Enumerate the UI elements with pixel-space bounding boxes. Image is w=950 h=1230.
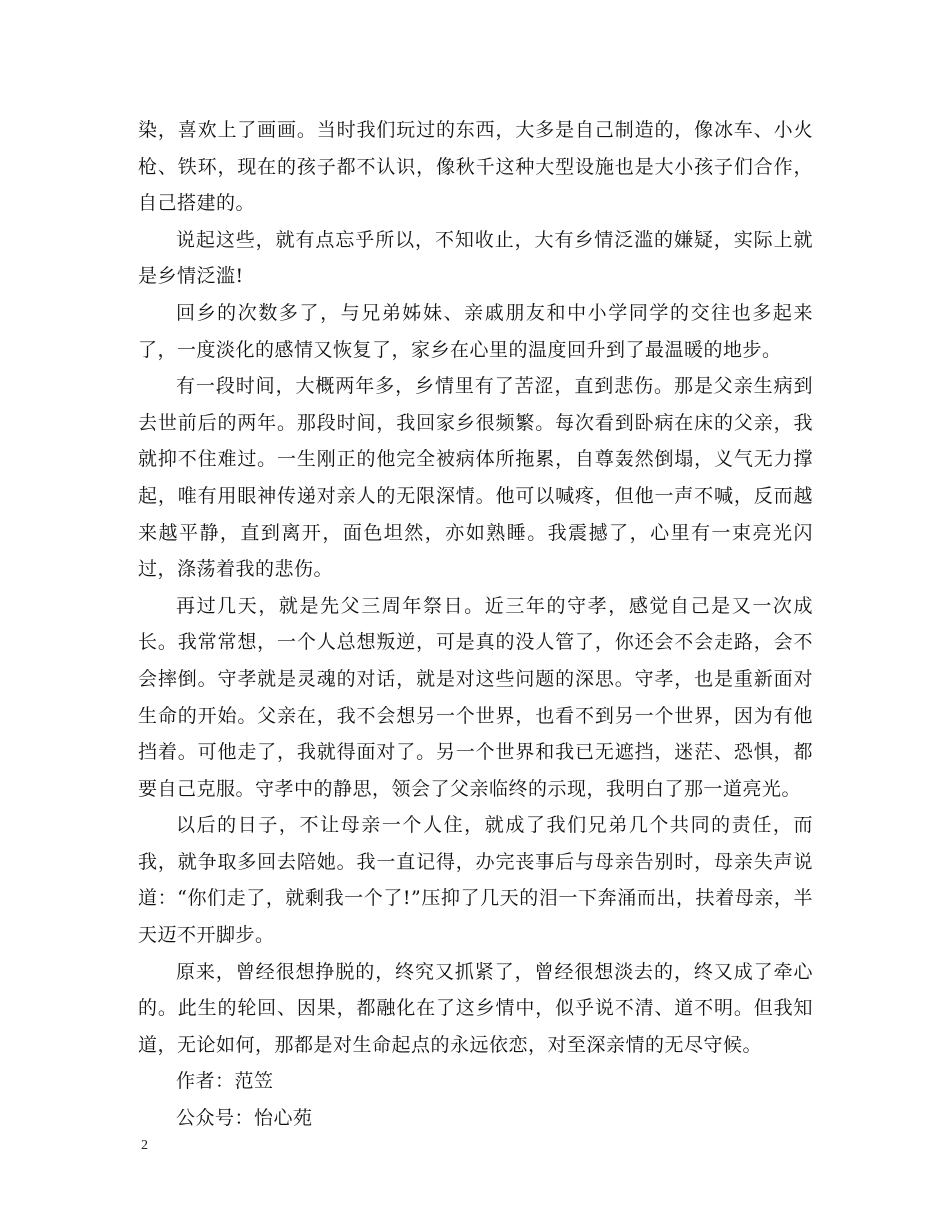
author-line: 作者：范笠: [176, 1070, 274, 1093]
paragraph: 以后的日子，不让母亲一个人住，就成了我们兄弟几个共同的责任，而我，就争取多回去陪她。我一直记得，办完丧事后与母亲告别时，母亲失声说道：“你们走了，就剩我一个了!”压抑了几天的泪一下奔涌而出，扶着母亲，半天迈不开脚步。: [138, 814, 813, 947]
paragraph: 回乡的次数多了，与兄弟姊妹、亲戚朋友和中小学同学的交往也多起来了，一度淡化的感情又恢复了，家乡在心里的温度回升到了最温暖的地步。: [138, 301, 813, 361]
public-account-line: 公众号：怡心苑: [176, 1107, 313, 1130]
paragraph: 说起这些，就有点忘乎所以，不知收止，大有乡情泛滥的嫌疑，实际上就是乡情泛滥!: [138, 228, 813, 288]
paragraph-continued: 染，喜欢上了画画。当时我们玩过的东西，大多是自己制造的，像冰车、小火枪、铁环，现在的孩子都不认识，像秋千这种大型设施也是大小孩子们合作，自己搭建的。: [138, 119, 813, 215]
page-number: 2: [141, 1138, 148, 1153]
paragraph: 再过几天，就是先父三周年祭日。近三年的守孝，感觉自己是又一次成长。我常常想，一个人总想叛逆，可是真的没人管了，你还会不会走路，会不会摔倒。守孝就是灵魂的对话，就是对这些问题的深思。守孝，也是重新面对生命的开始。父亲在，我不会想另一个世界，也看不到另一个世界，因为有他挡着。可他走了，我就得面对了。另一个世界和我已无遮挡，迷茫、恐惧，都要自己克服。守孝中的静思，领会了父亲临终的示现，我明白了那一道亮光。: [138, 594, 813, 800]
document-body: [138, 112, 813, 1137]
paragraph: 有一段时间，大概两年多，乡情里有了苦涩，直到悲伤。那是父亲生病到去世前后的两年。那段时间，我回家乡很频繁。每次看到卧病在床的父亲，我就抑不住难过。一生刚正的他完全被病体所拖累，自尊轰然倒塌，义气无力撑起，唯有用眼神传递对亲人的无限深情。他可以喊疼，但他一声不喊，反而越来越平静，直到离开，面色坦然，亦如熟睡。我震撼了，心里有一束亮光闪过，涤荡着我的悲伤。: [138, 375, 813, 581]
paragraph: 原来，曾经很想挣脱的，终究又抓紧了，曾经很想淡去的，终又成了牵心的。此生的轮回、因果，都融化在了这乡情中，似乎说不清、道不明。但我知道，无论如何，那都是对生命起点的永远依恋，对至深亲情的无尽守候。: [138, 960, 813, 1056]
